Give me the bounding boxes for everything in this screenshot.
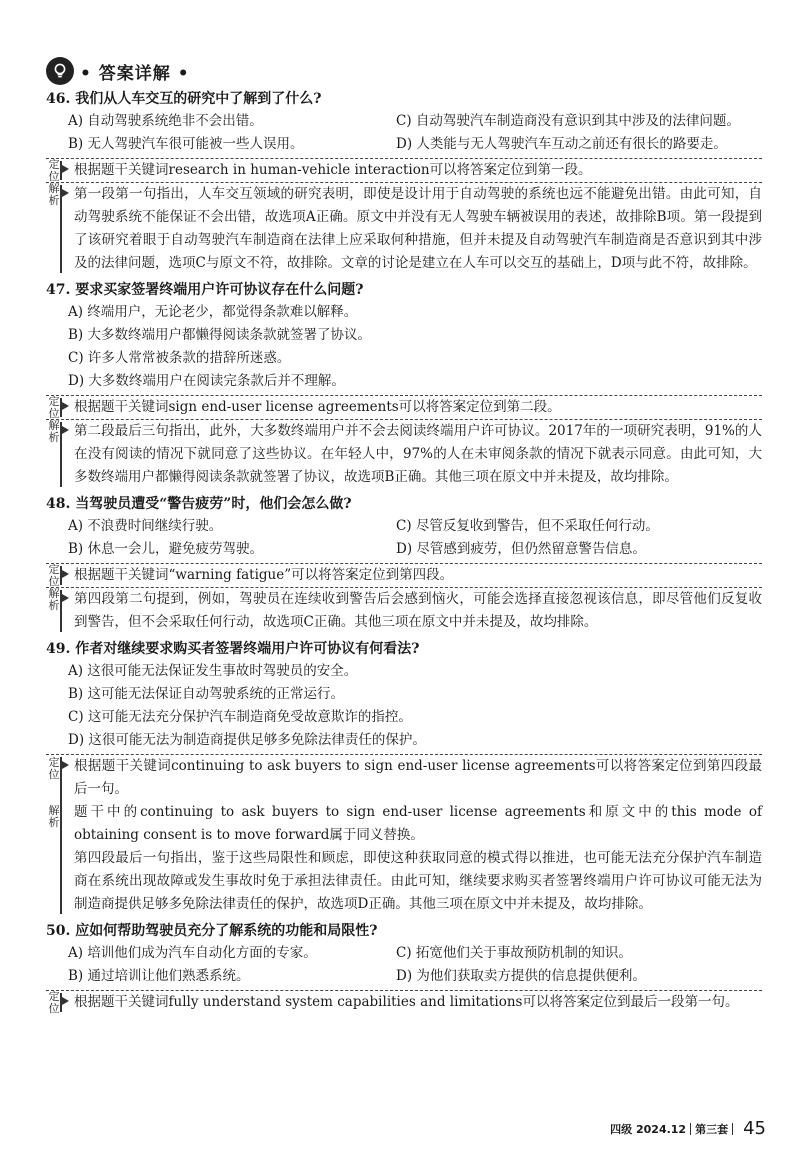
- question-title: 46. 我们从人车交互的研究中了解到了什么?: [46, 91, 322, 107]
- explain-tag: 解析: [48, 419, 60, 444]
- question-title: 47. 要求买家签署终端用户许可协议存在什么问题?: [46, 282, 364, 298]
- option-b: B) 通过培训让他们熟悉系统。: [68, 968, 250, 984]
- locate-text: 根据题干关键词research in human-vehicle interaction可以将答案定位到第一段。: [74, 162, 592, 178]
- option-d: D) 为他们获取卖方提供的信息提供便利。: [396, 968, 646, 984]
- page-number: 45: [743, 1118, 766, 1139]
- question-46: [46, 88, 762, 275]
- option-d: D) 人类能与无人驾驶汽车互动之前还有很长的路要走。: [396, 136, 727, 152]
- option-c: C) 自动驾驶汽车制造商没有意识到其中涉及的法律问题。: [396, 113, 740, 129]
- option-a: A) 培训他们成为汽车自动化方面的专家。: [68, 945, 317, 961]
- analysis: [46, 990, 762, 1014]
- options: [68, 942, 762, 988]
- explain-text: 第四段第二句提到，例如，驾驶员在连续收到警告后会感到恼火，可能会选择直接忽视该信息，即尽管他们反复收到警告，但不会采取任何行动，故选项C正确。其他三项在原文中并未提及，故均排除。: [74, 591, 762, 630]
- explain-tag: 解析: [48, 804, 60, 829]
- arrow-icon: [62, 761, 69, 769]
- question-title: 50. 应如何帮助驾驶员充分了解系统的功能和局限性?: [46, 923, 378, 939]
- analysis: [46, 395, 762, 489]
- option-d: D) 尽管感到疲劳，但仍然留意警告信息。: [396, 541, 646, 557]
- locate-block: [46, 395, 762, 420]
- option-b: B) 这可能无法保证自动驾驶系统的正常运行。: [68, 686, 344, 702]
- option-a: A) 这很可能无法保证发生事故时驾驶员的安全。: [68, 663, 358, 679]
- locate-text: 根据题干关键词“warning fatigue”可以将答案定位到第四段。: [74, 567, 454, 583]
- question-48: [46, 493, 762, 634]
- locate-text: 根据题干关键词sign end-user license agreements可以将答案定位到第二段。: [74, 399, 561, 415]
- option-a: A) 终端用户，无论老少，都觉得条款难以解释。: [68, 304, 358, 320]
- analysis: [46, 754, 762, 916]
- page-footer: [610, 1118, 766, 1139]
- answer-content: [46, 88, 762, 1018]
- analysis: [46, 158, 762, 275]
- arrow-icon: [62, 426, 69, 434]
- explain-tag: 解析: [48, 182, 60, 207]
- option-b: B) 无人驾驶汽车很可能被一些人误用。: [68, 136, 304, 152]
- explain-block: [46, 183, 762, 275]
- explain-text: 第二段最后三句指出，此外，大多数终端用户并不会去阅读终端用户许可协议。2017年的一项研究表明，91%的人在没有阅读的情况下就同意了这些协议。在年轻人中，97%的人在未审阅条款的情况下就表示同意。由此可知，大多数终端用户都懒得阅读条款就签署了协议，故选项B正确。其他三项在原文中并未提及，故均排除。: [74, 423, 762, 485]
- option-c: C) 尽管反复收到警告，但不采取任何行动。: [396, 518, 659, 534]
- locate-explain-block: [46, 754, 762, 916]
- option-d: D) 这很可能无法为制造商提供足够多免除法律责任的保护。: [68, 732, 426, 748]
- section-title: • 答案详解 •: [80, 63, 190, 84]
- question-47: [46, 279, 762, 489]
- exam-level: 四级 2024.12: [610, 1122, 687, 1136]
- option-c: C) 这可能无法充分保护汽车制造商免受故意欺诈的指控。: [68, 709, 412, 725]
- locate-block: [46, 563, 762, 588]
- question-49: [46, 638, 762, 916]
- explain-block: [46, 588, 762, 634]
- arrow-icon: [62, 165, 69, 173]
- question-50: [46, 920, 762, 1014]
- option-a: A) 不浪费时间继续行驶。: [68, 518, 223, 534]
- options: [68, 110, 762, 156]
- locate-note: 题干中的continuing to ask buyers to sign end-user license agreements和原文中的this mode of obtaining consent is to move forward属于同义替换。: [74, 804, 762, 843]
- arrow-icon: [62, 189, 69, 197]
- options: [68, 515, 762, 561]
- option-c: C) 拓宽他们关于事故预防机制的知识。: [396, 945, 632, 961]
- locate-tag: 定位: [48, 395, 60, 420]
- locate-text: 根据题干关键词fully understand system capabilities and limitations可以将答案定位到最后一段第一句。: [74, 994, 739, 1010]
- option-b: B) 大多数终端用户都懒得阅读条款就签署了协议。: [68, 327, 371, 343]
- exam-set: 第三套: [695, 1122, 729, 1136]
- question-title: 49. 作者对继续要求购买者签署终端用户许可协议有何看法?: [46, 641, 420, 657]
- lightbulb-icon: [46, 57, 74, 85]
- explain-tag: 解析: [48, 587, 60, 612]
- arrow-icon: [62, 570, 69, 578]
- locate-tag: 定位: [48, 990, 60, 1015]
- locate-tag: 定位: [48, 158, 60, 183]
- option-a: A) 自动驾驶系统绝非不会出错。: [68, 113, 263, 129]
- section-header: [46, 56, 190, 86]
- arrow-icon: [62, 997, 69, 1005]
- question-title: 48. 当驾驶员遭受“警告疲劳”时，他们会怎么做?: [46, 496, 352, 512]
- options: [68, 301, 762, 393]
- explain-text: 第四段最后一句指出，鉴于这些局限性和顾虑，即使这种获取同意的模式得以推进，也可能无法充分保护汽车制造商在系统出现故障或发生事故时免于承担法律责任。由此可知，继续要求购买者签署终端用户许可协议可能无法为制造商提供足够多免除法律责任的保护，故选项D正确。其他三项在原文中并未提及，故均排除。: [74, 850, 762, 912]
- explain-block: [46, 420, 762, 489]
- locate-block: [46, 990, 762, 1014]
- option-c: C) 许多人常常被条款的措辞所迷惑。: [68, 350, 291, 366]
- locate-tag: 定位: [48, 563, 60, 588]
- explain-text: 第一段第一句指出，人车交互领域的研究表明，即使是设计用于自动驾驶的系统也远不能避免出错。由此可知，自动驾驶系统不能保证不会出错，故选项A正确。原文中并没有无人驾驶车辆被误用的表述，故排除B项。第一段提到了该研究着眼于自动驾驶汽车制造商在法律上应采取何种措施，但并未提及自动驾驶汽车制造商是否意识到其中涉及的法律问题，选项C与原文不符，故排除。文章的讨论是建立在人车可以交互的基础上，D项与此不符，故排除。: [74, 186, 762, 271]
- option-d: D) 大多数终端用户在阅读完条款后并不理解。: [68, 373, 345, 389]
- locate-tag: 定位: [48, 756, 60, 781]
- locate-block: [46, 158, 762, 183]
- locate-text: 根据题干关键词continuing to ask buyers to sign end-user license agreements可以将答案定位到第四段最后一句。: [74, 758, 762, 797]
- options: [68, 660, 762, 752]
- arrow-icon: [62, 402, 69, 410]
- analysis: [46, 563, 762, 634]
- arrow-icon: [62, 594, 69, 602]
- option-b: B) 休息一会儿，避免疲劳驾驶。: [68, 541, 263, 557]
